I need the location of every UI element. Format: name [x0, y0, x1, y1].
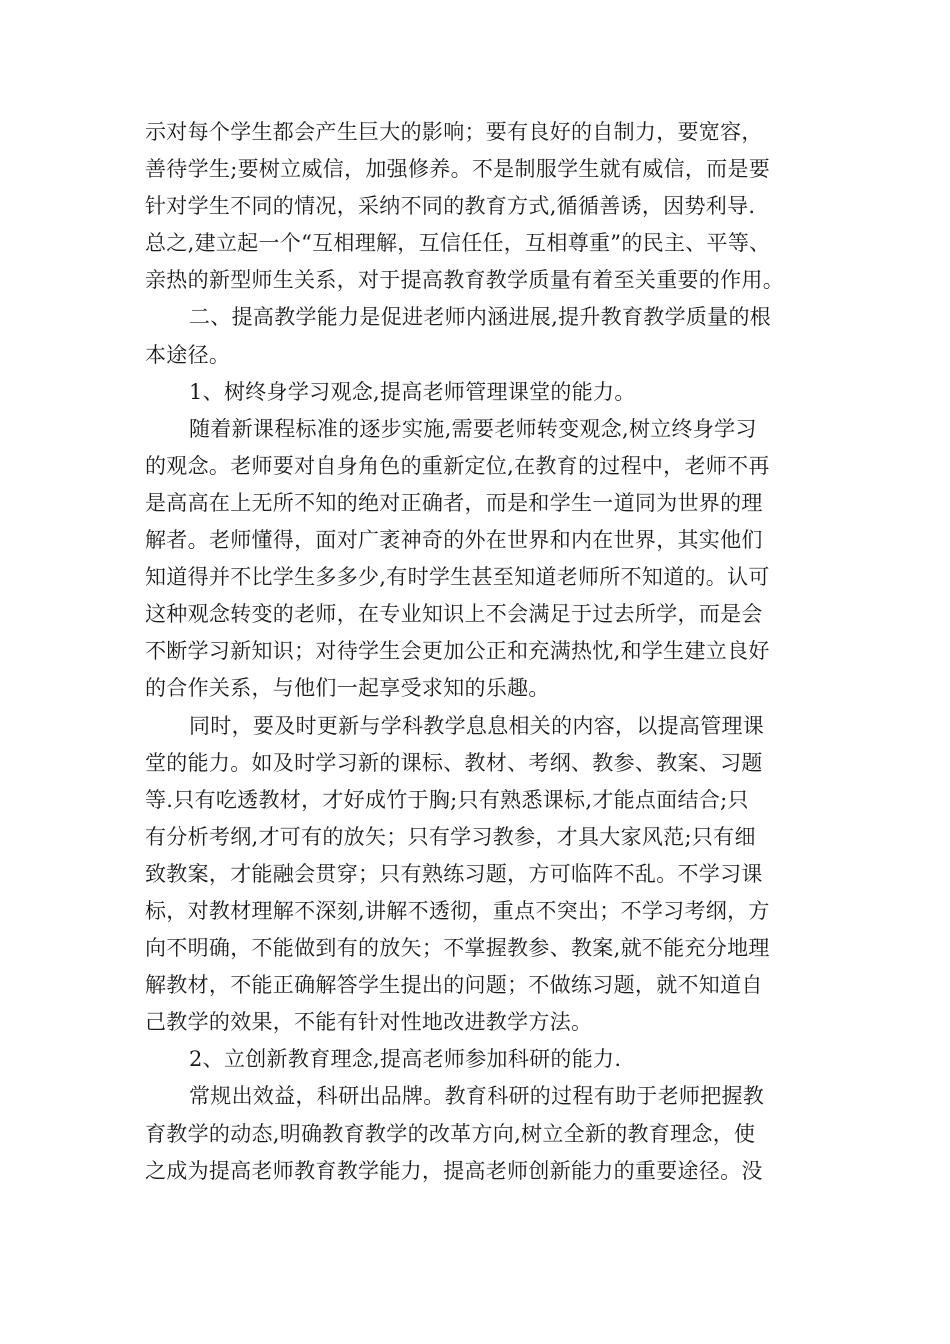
- text-line: 的合作关系，与他们一起享受求知的乐趣。: [145, 676, 550, 701]
- text-line: 致教案，才能融会贯穿；只有熟练习题，方可临阵不乱。不学习课: [145, 861, 763, 886]
- text-line: 1、树终身学习观念,提高老师管理课堂的能力。: [189, 379, 636, 404]
- text-line: 向不明确，不能做到有的放矢；不掌握教参、教案,就不能充分地理: [145, 936, 770, 961]
- text-line: 常规出效益，科研出品牌。教育科研的过程有助于老师把握教: [189, 1084, 765, 1109]
- text-line: 的观念。老师要对自身角色的重新定位,在教育的过程中，老师不再: [145, 453, 770, 478]
- text-line: 己教学的效果，不能有针对性地改进教学方法。: [145, 1010, 593, 1035]
- text-line: 解教材，不能正确解答学生提出的问题；不做练习题，就不知道自: [145, 973, 763, 998]
- text-line: 示对每个学生都会产生巨大的影响；要有良好的自制力，要宽容，: [145, 120, 763, 144]
- text-line: 知道得并不比学生多多少,有时学生甚至知道老师所不知道的。认可: [145, 565, 770, 590]
- text-line: 标，对教材理解不深刻,讲解不透彻，重点不突出；不学习考纲，方: [145, 898, 770, 923]
- text-line: 解者。老师懂得，面对广袤神奇的外在世界和内在世界，其实他们: [145, 528, 763, 553]
- text-line: 是高高在上无所不知的绝对正确者，而是和学生一道同为世界的理: [145, 490, 763, 515]
- text-line: 针对学生不同的情况，采纳不同的教育方式,循循善诱，因势利导.: [145, 194, 756, 219]
- text-line: 亲热的新型师生关系，对于提高教育教学质量有着至关重要的作用。: [145, 268, 784, 293]
- text-line: 之成为提高老师教育教学能力，提高老师创新能力的重要途径。没: [145, 1158, 763, 1183]
- text-line: 有分析考纲,才可有的放矢；只有学习教参，才具大家风范;只有细: [145, 824, 756, 849]
- text-line: 同时，要及时更新与学科教学息息相关的内容，以提高管理课: [189, 713, 765, 738]
- text-line: 随着新课程标准的逐步实施,需要老师转变观念,树立终身学习: [189, 416, 757, 441]
- text-line: 总之,建立起一个“互相理解，互信任任，互相尊重”的民主、平等、: [145, 231, 771, 256]
- text-line: 育教学的动态,明确教育教学的改革方向,树立全新的教育理念，使: [145, 1121, 756, 1146]
- text-line: 2、立创新教育理念,提高老师参加科研的能力.: [189, 1047, 622, 1072]
- document-body: [145, 114, 815, 1190]
- text-line: 堂的能力。如及时学习新的课标、教材、考纲、教参、教案、习题: [145, 750, 763, 775]
- text-line: 不断学习新知识；对待学生会更加公正和充满热忱,和学生建立良好: [145, 639, 770, 664]
- text-line: 二、提高教学能力是促进老师内涵进展,提升教育教学质量的根: [189, 305, 772, 330]
- text-line: 这种观念转变的老师，在专业知识上不会满足于过去所学，而是会: [145, 602, 763, 627]
- text-line: 善待学生;要树立威信，加强修养。不是制服学生就有威信，而是要: [145, 157, 771, 182]
- text-line: 本途径。: [145, 342, 231, 367]
- text-line: 等.只有吃透教材，才好成竹于胸;只有熟悉课标,才能点面结合;只: [145, 787, 749, 812]
